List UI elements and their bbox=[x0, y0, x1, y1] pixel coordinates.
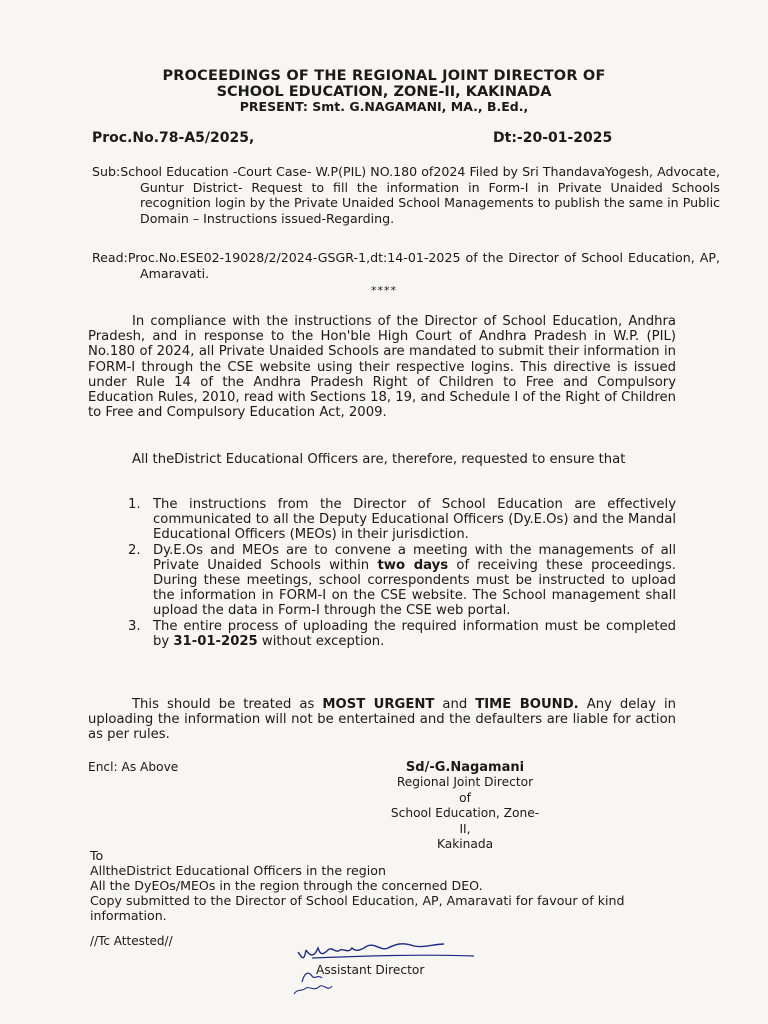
urgency-text-b: and bbox=[434, 697, 476, 712]
list-item-emphasis: two days bbox=[377, 557, 449, 573]
to-line1: AlltheDistrict Educational Officers in the region bbox=[90, 863, 386, 878]
attested-note: //Tc Attested// bbox=[90, 934, 173, 948]
enclosure-note: Encl: As Above bbox=[88, 760, 179, 774]
header-present-line: PRESENT: Smt. G.NAGAMANI, MA., B.Ed., bbox=[239, 99, 529, 114]
proc-number: Proc.No.78-A5/2025, bbox=[92, 130, 255, 146]
signature-designation-1: Regional Joint Director of bbox=[396, 775, 534, 805]
reference-label: Read: bbox=[92, 250, 128, 265]
instructions-list bbox=[128, 497, 676, 649]
list-item-deadline: 31-01-2025 bbox=[173, 633, 258, 649]
urgency-text-c: Any delay in uploading the information will not be entertained and the defaulters are liable for action as per rules. bbox=[88, 697, 676, 743]
subject-label: Sub: bbox=[92, 164, 121, 179]
copy-to-note: Copy submitted to the Director of School Education, AP, Amaravati for favour of kind information. bbox=[90, 893, 625, 923]
to-line2: All the DyEOs/MEOs in the region through the concerned DEO. bbox=[90, 878, 483, 893]
signature-name: Sd/-G.Nagamani bbox=[405, 760, 525, 775]
list-item-text: Dy.E.Os and MEOs are to convene a meeting with the managements of all Private Unaided Schools within bbox=[153, 542, 676, 573]
reference-block bbox=[92, 250, 720, 281]
list-item bbox=[128, 497, 676, 543]
proc-date: Dt:-20-01-2025 bbox=[493, 130, 613, 146]
urgency-most-urgent: MOST URGENT bbox=[322, 697, 435, 712]
assistant-director-label: Assistant Director bbox=[316, 963, 425, 977]
reference-text: Proc.No.ESE02-19028/2/2024-GSGR-1,dt:14-01-2025 of the Director of School Education, AP, Amaravati. bbox=[127, 250, 720, 281]
list-item-text-cont: of receiving these proceedings. During these meetings, school correspondents must be instructed to upload the information in FORM-I on the CSE website. The School management shall upload the data in Form-I through the CSE web portal. bbox=[153, 557, 676, 619]
separator-stars: **** bbox=[371, 284, 397, 297]
list-item-text-cont: without exception. bbox=[257, 633, 385, 649]
list-item-number: 2. bbox=[128, 542, 141, 558]
subject-block bbox=[92, 164, 720, 226]
list-item-text: The entire process of uploading the required information must be completed by bbox=[153, 618, 676, 649]
signature-designation-3: Kakinada bbox=[436, 837, 494, 852]
signature-block bbox=[390, 760, 540, 852]
paragraph-request: All theDistrict Educational Officers are, therefore, requested to ensure that bbox=[132, 452, 626, 467]
signature-designation-2: School Education, Zone-II, bbox=[390, 806, 540, 836]
list-item-number: 3. bbox=[128, 618, 141, 634]
paragraph-compliance: In compliance with the instructions of the Director of School Education, Andhra Pradesh, and in response to the Hon'ble High Court of Andhra Pradesh in W.P. (PIL) No.180 of 2024, all Private Unaided Schools are mandated to submit their information in FORM-I through the CSE website using their respective logins. This directive is issued under Rule 14 of the Andhra Pradesh Right of Children to Free and Compulsory Education Rules, 2010, read with Sections 18, 19, and Schedule I of the Right of Children to Free and Compulsory Education Act, 2009. bbox=[88, 314, 676, 421]
list-item bbox=[128, 543, 676, 619]
urgency-text-a: This should be treated as bbox=[132, 697, 323, 712]
subject-text: School Education -Court Case- W.P(PIL) NO.180 of2024 Filed by Sri ThandavaYogesh, Advocate, Guntur District- Request to fill the information in Form-I in Private Unaided Schools recognition login by the Private Unaided School Managements to publish the same in Public Domain – Instructions issued-Regarding. bbox=[120, 164, 720, 226]
to-label: To bbox=[90, 848, 104, 863]
list-item-text: The instructions from the Director of School Education are effectively communicated to all the Deputy Educational Officers (Dy.E.Os) and the Mandal Educational Officers (MEOs) in their jurisdiction. bbox=[153, 497, 676, 543]
list-item bbox=[128, 619, 676, 649]
header-title-line1: PROCEEDINGS OF THE REGIONAL JOINT DIRECTOR OF bbox=[162, 68, 606, 84]
header-title-line2: SCHOOL EDUCATION, ZONE-II, KAKINADA bbox=[216, 84, 552, 100]
urgency-time-bound: TIME BOUND. bbox=[475, 697, 579, 712]
list-item-number: 1. bbox=[128, 497, 141, 512]
to-block bbox=[90, 848, 483, 893]
paragraph-urgency bbox=[88, 697, 676, 743]
